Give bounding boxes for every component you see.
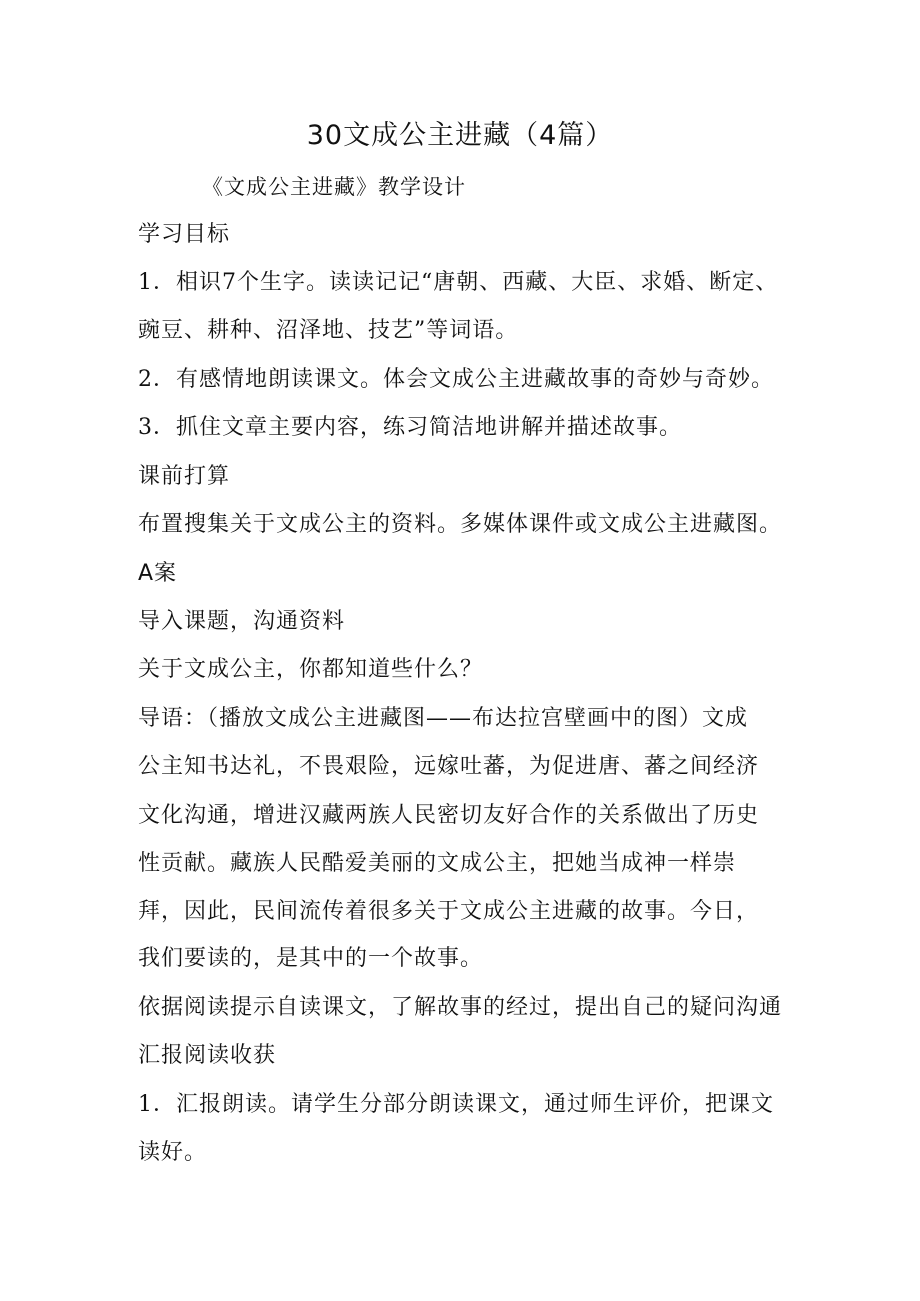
section-heading-a-plan: A案 — [138, 561, 178, 586]
paragraph-line: 汇报阅读收获 — [138, 1043, 277, 1068]
document-subtitle: 《文成公主进藏》教学设计 — [202, 175, 466, 199]
document-title: 30文成公主进藏（4篇） — [306, 120, 614, 151]
paragraph-line: 拜，因此，民间流传着很多关于文成公主进藏的故事。今日， — [138, 899, 760, 924]
paragraph-line: 豌豆、耕种、沼泽地、技艺”等词语。 — [138, 318, 519, 343]
paragraph-line: 布置搜集关于文成公主的资料。多媒体课件或文成公主进藏图。 — [138, 512, 783, 537]
paragraph-line: 读好。 — [138, 1140, 208, 1165]
paragraph-line: 导语：（播放文成公主进藏图——布达拉宫壁画中的图）文成 — [138, 706, 749, 731]
paragraph-line: 2．有感情地朗读课文。体会文成公主进藏故事的奇妙与奇妙。 — [138, 367, 774, 392]
paragraph-line: 1．汇报朗读。请学生分部分朗读课文，通过师生评价，把课文 — [138, 1092, 774, 1117]
paragraph-line: 我们要读的，是其中的一个故事。 — [138, 946, 484, 971]
paragraph-line: 性贡献。藏族人民酷爱美丽的文成公主，把她当成神一样崇 — [138, 851, 737, 876]
section-heading-preparation: 课前打算 — [138, 464, 231, 489]
paragraph-line: 关于文成公主，你都知道些什么？ — [138, 657, 484, 682]
paragraph-line: 1．相识7个生字。读读记记“唐朝、西藏、大臣、求婚、断定、 — [138, 270, 779, 295]
paragraph-line: 3．抓住文章主要内容，练习简洁地讲解并描述故事。 — [138, 415, 682, 440]
paragraph-line: 公主知书达礼，不畏艰险，远嫁吐蕃，为促进唐、蕃之间经济 — [138, 754, 760, 779]
section-heading-learning-goals: 学习目标 — [138, 222, 231, 247]
paragraph-line: 文化沟通，增进汉藏两族人民密切友好合作的关系做出了历史 — [138, 803, 760, 828]
paragraph-line: 依据阅读提示自读课文，了解故事的经过，提出自己的疑问沟通 — [138, 995, 783, 1020]
paragraph-line: 导入课题，沟通资料 — [138, 609, 346, 634]
